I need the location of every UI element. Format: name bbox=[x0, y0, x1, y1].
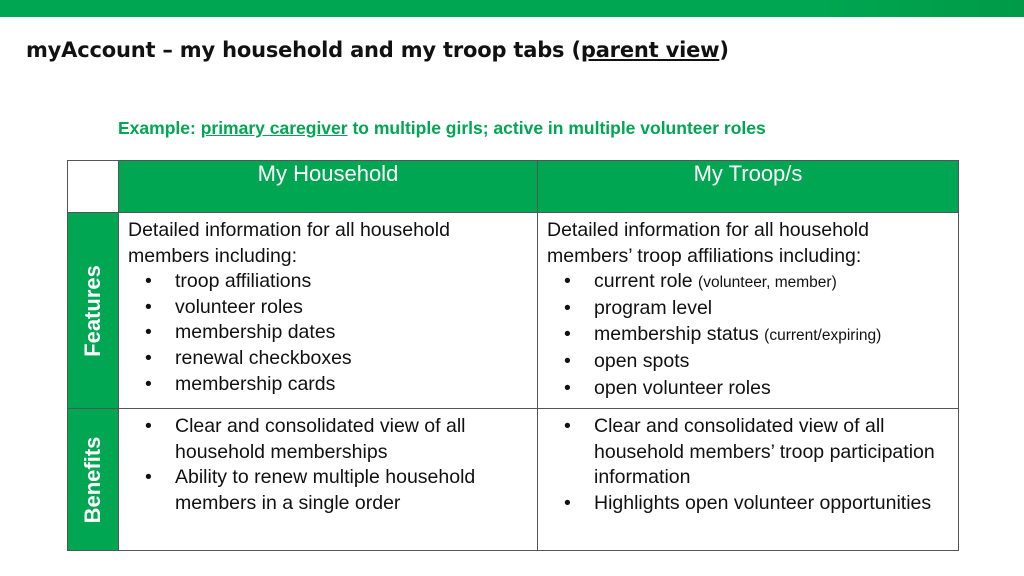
top-accent-bar bbox=[0, 0, 1024, 17]
row-header-benefits: Benefits bbox=[68, 409, 119, 551]
troop-benefits-cell bbox=[538, 409, 959, 551]
household-benefits-cell bbox=[119, 409, 538, 551]
household-features-cell bbox=[119, 213, 538, 409]
household-features-intro: Detailed information for all household members including: bbox=[128, 219, 450, 267]
list-item: • current role (volunteer, member) bbox=[547, 269, 950, 296]
list-item: • Highlights open volunteer opportunities bbox=[547, 491, 950, 517]
example-subtitle: Example: primary caregiver to multiple girls; active in multiple volunteer roles bbox=[118, 118, 766, 138]
list-item: • renewal checkboxes bbox=[128, 346, 529, 372]
primary-caregiver-link[interactable]: primary caregiver bbox=[200, 118, 348, 138]
list-item: • open volunteer roles bbox=[547, 376, 950, 403]
troop-features-cell bbox=[538, 213, 959, 409]
troop-benefits-list bbox=[547, 414, 950, 516]
list-item: • membership cards bbox=[128, 372, 529, 398]
list-item: • Clear and consolidated view of all household members’ troop participation information bbox=[547, 414, 950, 491]
column-header-troops: My Troop/s bbox=[538, 161, 959, 213]
list-item: • open spots bbox=[547, 349, 950, 376]
troop-features-list bbox=[547, 269, 950, 402]
parent-view-link[interactable]: parent view bbox=[580, 38, 720, 62]
list-item: • membership status (current/expiring) bbox=[547, 322, 950, 349]
troop-features-intro: Detailed information for all household members’ troop affiliations including: bbox=[547, 219, 869, 267]
list-item: • Ability to renew multiple household members in a single order bbox=[128, 465, 529, 516]
household-benefits-list bbox=[128, 414, 529, 516]
table-corner bbox=[68, 161, 119, 213]
list-item: • volunteer roles bbox=[128, 295, 529, 321]
row-header-features: Features bbox=[68, 213, 119, 409]
household-features-list bbox=[128, 269, 529, 397]
list-item: • Clear and consolidated view of all household memberships bbox=[128, 414, 529, 465]
list-item: • troop affiliations bbox=[128, 269, 529, 295]
comparison-table bbox=[67, 160, 959, 551]
column-header-household: My Household bbox=[119, 161, 538, 213]
list-item: • program level bbox=[547, 296, 950, 323]
list-item: • membership dates bbox=[128, 320, 529, 346]
page-title: myAccount – my household and my troop tabs (parent view) bbox=[26, 38, 729, 62]
